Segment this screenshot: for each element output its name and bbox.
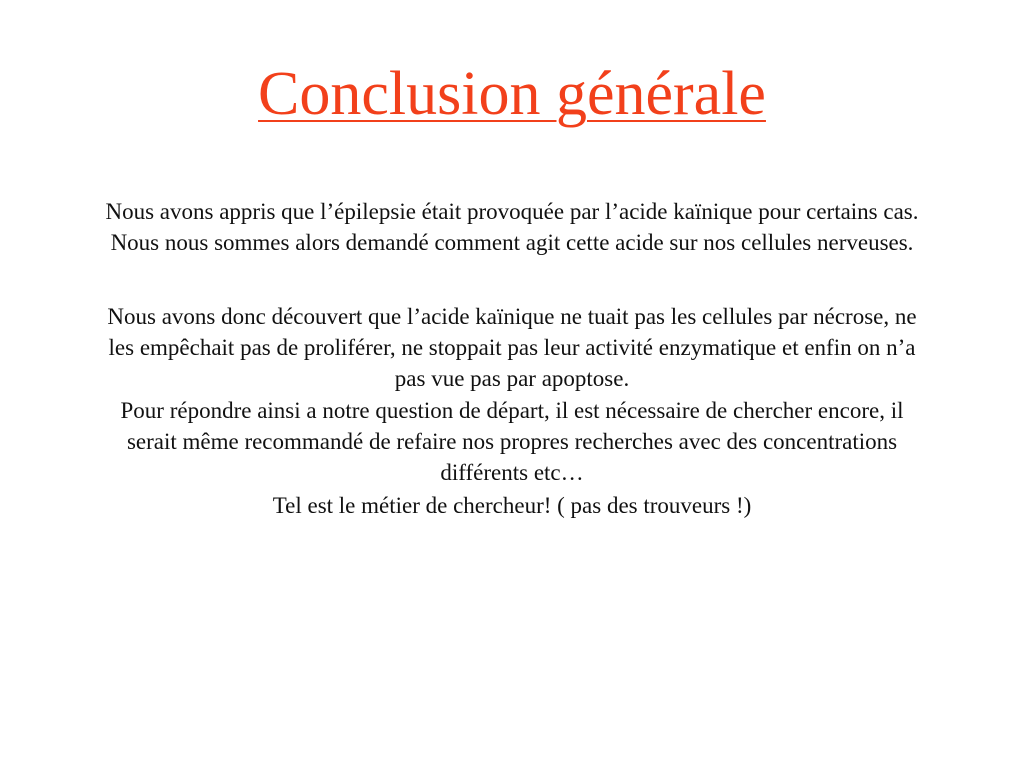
- slide-body: [74, 196, 950, 521]
- paragraph-epilepsy: Nous avons appris que l’épilepsie était provoquée par l’acide kaïnique pour certains cas. Nous nous sommes alors demandé comment agit cette acide sur nos cellules nerveuses.: [105, 199, 919, 255]
- paragraph-findings: Nous avons donc découvert que l’acide kaïnique ne tuait pas les cellules par nécrose, ne les empêchait pas de proliférer, ne stoppait pas leur activité enzymatique et enfin on n’a pas vue pas par apoptose.: [107, 304, 917, 391]
- slide-title: Conclusion générale: [258, 60, 766, 128]
- paragraph-closing: Tel est le métier de chercheur! ( pas des trouveurs !): [272, 493, 752, 518]
- paragraph-next-steps: Pour répondre ainsi a notre question de départ, il est nécessaire de chercher encore, il serait même recommandé de refaire nos propres recherches avec des concentrations différents etc…: [120, 398, 904, 485]
